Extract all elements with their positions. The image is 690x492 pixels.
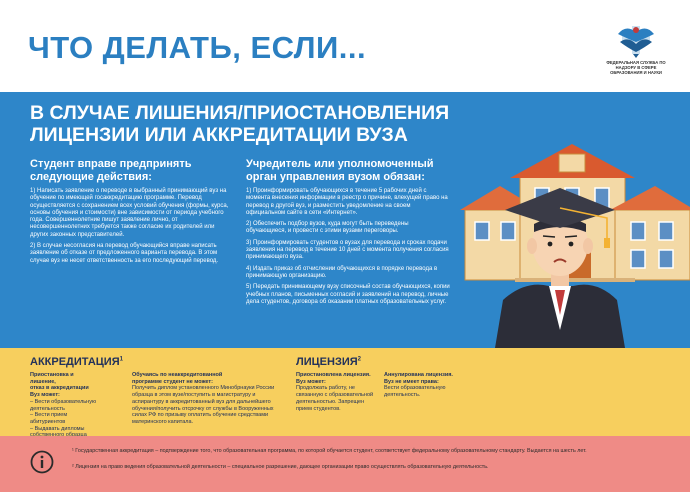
- footnote-2: ² Лицензия на право ведения образовательной деятельности – специальное разрешение, дающее организации право осуществлять образовательную деятельность.: [72, 464, 489, 470]
- license-heading: [296, 356, 361, 368]
- text-block: Вести образовательную деятельность.: [384, 385, 446, 399]
- headline-line-1: В СЛУЧАЕ ЛИШЕНИЯ/ПРИОСТАНОВЛЕНИЯ: [30, 102, 450, 124]
- list-item: – Вести образовательную деятельность: [30, 398, 97, 412]
- info-icon: [30, 450, 54, 474]
- list-item: 2) В случае несогласия на перевод обучающийся вправе написать заявление об отказе от предложенного варианта перевода. В этом случае вуз не несет ответственность за его последующий перевод.: [30, 243, 219, 264]
- accreditation-right: [132, 372, 282, 426]
- list-item: 4) Издать приказ об отчислении обучающихся в порядке перевода в принимающую организацию.: [246, 265, 438, 279]
- list-item: 5) Передать принимающему вузу списочный состав обучающихся, копии учебных планов, письменных согласий и заявлений на перевод, личные дела студентов, договора об оказании платных образовательных услуг.: [246, 284, 450, 305]
- footnote-mark: 1: [119, 356, 123, 363]
- list-item: 3) Проинформировать студентов о вузах для перевода и сроках подачи заявления на перевод в течение 10 дней с момента получения согласия принимающего вуза.: [246, 239, 449, 261]
- student-list: [30, 188, 230, 269]
- student-heading-line-2: следующие действия:: [30, 171, 152, 183]
- emblem-icon: [600, 22, 672, 60]
- notes-section: [0, 436, 690, 492]
- footnote-mark: 2: [357, 356, 361, 363]
- page-title: ЧТО ДЕЛАТЬ, ЕСЛИ...: [28, 30, 367, 65]
- text-block: Получить диплом установленного Минобрнауки России образца в этом вузе/поступить в магистратуру и аспирантуру в аккредитованный вуз для дальнейшего обучения/получить отсрочку от службы в Вооруженных силах РФ по призыву оплатить обучение средствами материнского капитала.: [132, 385, 275, 425]
- logo-caption: ФЕДЕРАЛЬНАЯ СЛУЖБА ПО НАДЗОРУ В СФЕРЕ ОБРАЗОВАНИЯ И НАУКИ: [606, 60, 666, 75]
- text-line: Аннулирована лицензия.: [384, 372, 453, 378]
- license-right: [384, 372, 456, 399]
- license-heading-text: ЛИЦЕНЗИЯ: [296, 356, 358, 368]
- agency-logo: [600, 22, 672, 84]
- text-line: Вуз может:: [30, 392, 60, 399]
- student-heading-line-1: Студент вправе предпринять: [30, 158, 192, 170]
- headline-line-2: ЛИЦЕНЗИИ ИЛИ АККРЕДИТАЦИИ ВУЗА: [30, 124, 408, 146]
- text-line: отказ в аккредитации: [30, 385, 89, 392]
- list-item: 1) Проинформировать обучающихся в течение 5 рабочих дней с момента внесения информации в реестр о причине, влекущей право на перевод в другой вуз, и разместить уведомление на своем официальном сайте в сети «Интернет».: [246, 188, 448, 216]
- text-line: Вуз может:: [296, 378, 326, 385]
- list-item: – Выдавать дипломы: [30, 425, 85, 432]
- text-line: Вуз не имеет права:: [384, 378, 439, 385]
- text-block: Продолжать работу, не связанную с образовательной деятельностью. Запрещен прием студентов.: [296, 385, 374, 412]
- illustration: [455, 140, 690, 348]
- text-line: Приостановлена лицензия.: [296, 372, 371, 378]
- founder-list: [246, 188, 450, 310]
- founder-heading-line-1: Учредитель или уполномоченный: [246, 158, 434, 170]
- list-item: 1) Написать заявление о переводе в выбранный принимающий вуз на обучение по имеющей госаккредитацию программе. Перевод осуществляется с сохранением всех условий обучения (формы, курса, основы обучения и стоимости) вне зависимости от периода учебного года. Совершеннолетние пишут заявление лично, от несовершеннолетних требуется также согласие их родителей или других законных представителей.: [30, 188, 229, 238]
- student-heading: [30, 158, 191, 184]
- founder-heading-line-2: орган управления вузом обязан:: [246, 171, 425, 183]
- accreditation-heading: [30, 356, 123, 368]
- footnote-1: ¹ Государственная аккредитация – подтверждение того, что образовательная программа, по которой обучается студент, соответствует федеральному образовательному стандарту. Выдается на шесть лет.: [72, 448, 587, 454]
- text-line: программе студент не может:: [132, 378, 213, 385]
- accreditation-left: [30, 372, 100, 439]
- license-left: [296, 372, 378, 412]
- list-item: – Вести прием абитуриентов: [30, 412, 68, 425]
- accreditation-heading-text: АККРЕДИТАЦИЯ: [30, 356, 120, 368]
- header: [0, 0, 690, 92]
- text-line: Приостановка и лишение,: [30, 372, 74, 385]
- yellow-section: [0, 348, 690, 436]
- text-line: Обучаясь по неаккредитованной: [132, 372, 223, 378]
- founder-heading: [246, 158, 434, 184]
- list-item: 2) Обеспечить подбор вузов, куда могут быть переведены обучающиеся, и провести с этими вузами переговоры.: [246, 221, 409, 235]
